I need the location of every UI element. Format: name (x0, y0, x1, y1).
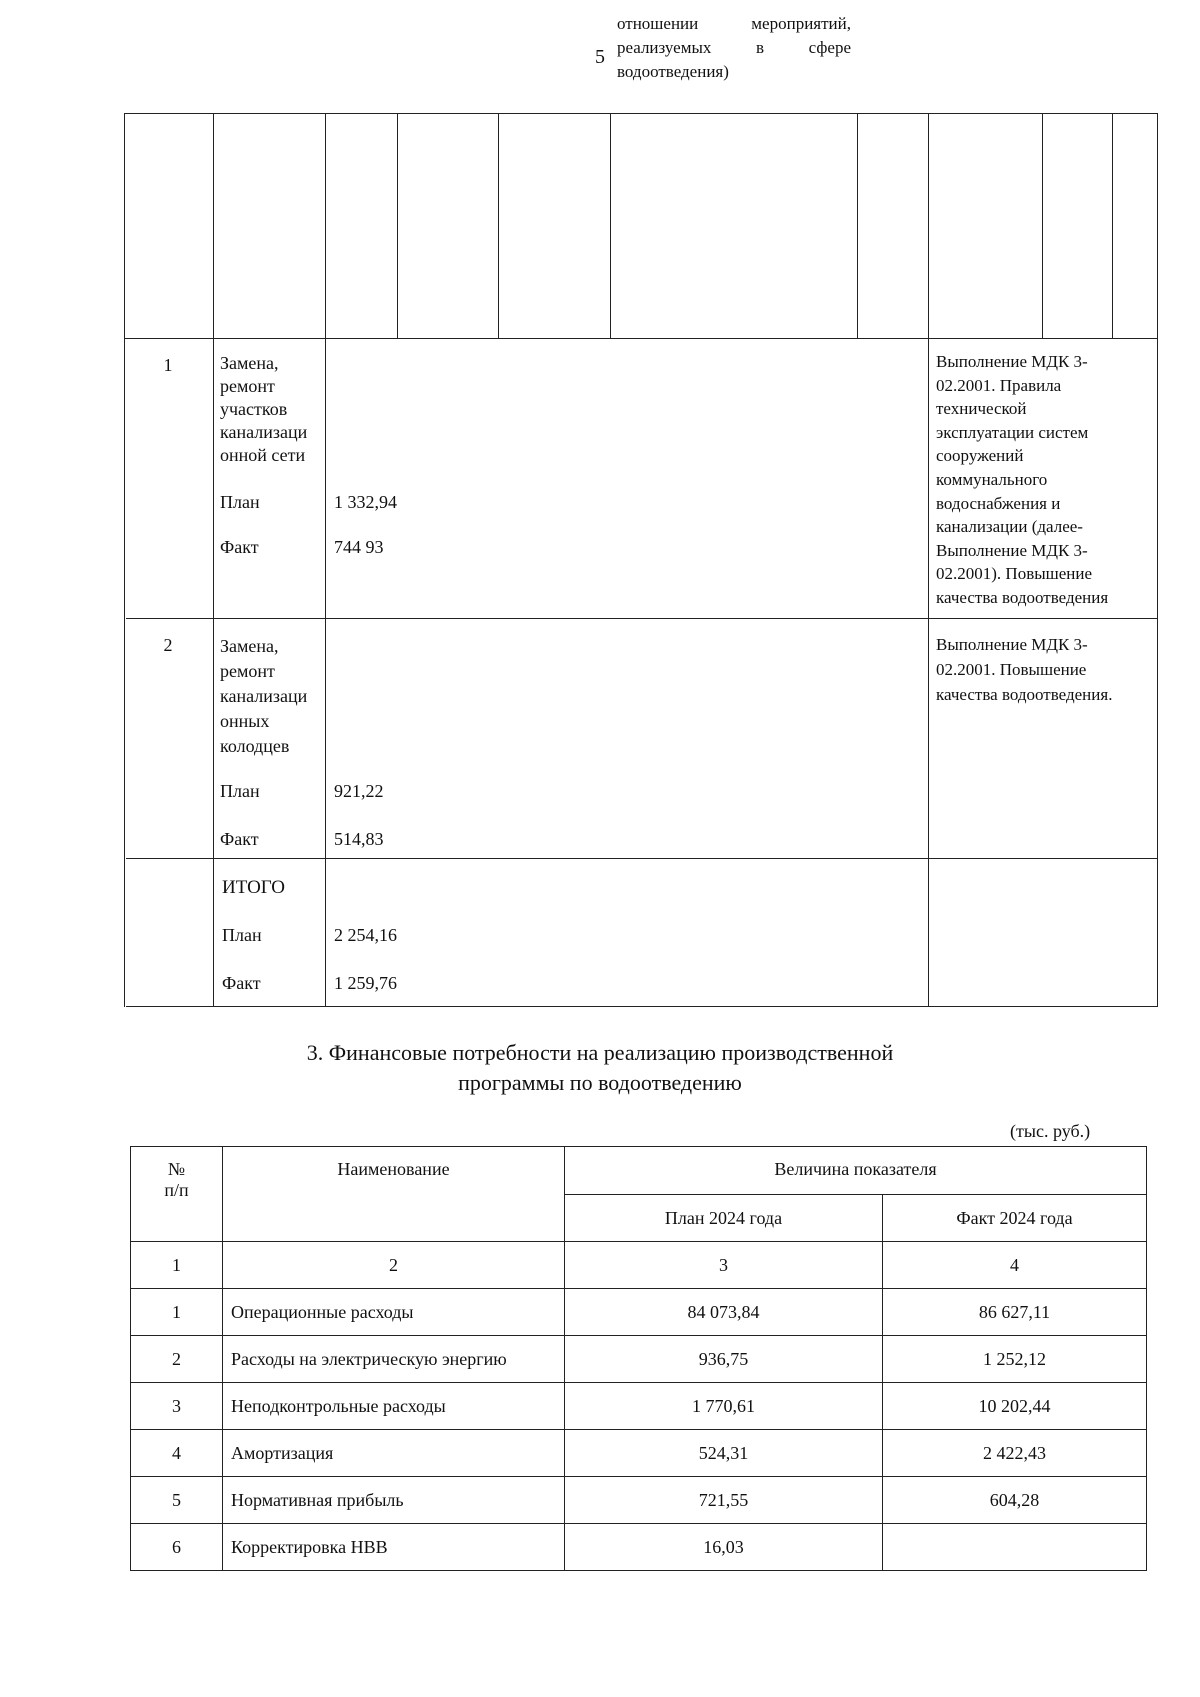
header-value-group: Величина показателя (565, 1147, 1147, 1195)
row-fact: 2 422,43 (883, 1430, 1147, 1477)
row-fact: 10 202,44 (883, 1383, 1147, 1430)
continuation-text: отношении мероприятий, реализуемых в сфере водоотведения) (617, 14, 851, 81)
row-plan: 1 770,61 (565, 1383, 883, 1430)
row-plan: 84 073,84 (565, 1289, 883, 1336)
note-line: коммунального (936, 469, 1048, 489)
row-num: 2 (131, 1336, 223, 1383)
plan-label: План (220, 781, 260, 801)
total-plan-label: План (222, 925, 262, 945)
header-fact: Факт 2024 года (883, 1195, 1147, 1242)
col-separator (928, 113, 929, 1007)
table-border-bottom (126, 1006, 1158, 1007)
note-line: Выполнение МДК 3- (936, 635, 1088, 654)
note-line: качества водоотведения. (936, 685, 1113, 704)
row-fact (883, 1524, 1147, 1571)
table-row (131, 1383, 1147, 1430)
total-label: ИТОГО (222, 877, 286, 898)
note-line: 02.2001. Повышение (936, 660, 1087, 679)
col-separator (857, 113, 858, 338)
measure-name-line: онных (220, 711, 270, 731)
row-num: 4 (131, 1430, 223, 1477)
section-title-line: программы по водоотведению (458, 1070, 742, 1095)
note-line: 02.2001. Правила (936, 375, 1062, 395)
table-row (131, 1336, 1147, 1383)
measure-name-line: Замена, (220, 636, 279, 656)
row-separator (126, 858, 1158, 859)
section-title (200, 1038, 1000, 1098)
row-plan: 936,75 (565, 1336, 883, 1383)
row-plan: 16,03 (565, 1524, 883, 1571)
header-num-line: № (167, 1159, 186, 1179)
measure-note (936, 350, 1158, 610)
measure-name-line: канализаци (220, 686, 308, 706)
plan-label: План (220, 492, 260, 512)
note-line: 02.2001). Повышение (936, 564, 1093, 584)
fact-label: Факт (220, 537, 259, 557)
col-separator (397, 113, 398, 338)
table-row (131, 1289, 1147, 1336)
header-num-line: п/п (164, 1180, 189, 1200)
measure-name-line: онной сети (220, 445, 306, 465)
fact-value: 514,83 (334, 829, 384, 849)
column-number: 4 (883, 1242, 1147, 1289)
section-title-line: 3. Финансовые потребности на реализацию производственной (306, 1040, 894, 1065)
col-separator (1042, 113, 1043, 338)
plan-value: 921,22 (334, 781, 384, 801)
note-line: сооружений (936, 446, 1024, 466)
row-name: Расходы на электрическую энергию (223, 1336, 565, 1383)
note-line: качества водоотведения (936, 587, 1109, 607)
row-num: 5 (131, 1477, 223, 1524)
note-line: Выполнение МДК 3- (936, 540, 1088, 560)
note-line: канализации (далее- (936, 517, 1083, 537)
row-num: 3 (131, 1383, 223, 1430)
unit-label: (тыс. руб.) (1010, 1121, 1091, 1141)
note-line: технической (936, 399, 1027, 419)
measure-note (936, 632, 1158, 707)
column-number: 1 (131, 1242, 223, 1289)
col-separator (213, 113, 214, 1007)
row-separator (124, 338, 1158, 339)
note-line: эксплуатации систем (936, 422, 1089, 442)
col-separator (610, 113, 611, 338)
table-row (131, 1477, 1147, 1524)
row-num: 1 (131, 1289, 223, 1336)
table-row (131, 1430, 1147, 1477)
col-separator (498, 113, 499, 338)
row-num: 6 (131, 1524, 223, 1571)
header-num (131, 1147, 223, 1242)
total-fact-value: 1 259,76 (334, 973, 397, 993)
col-separator (1112, 113, 1113, 338)
fact-value: 744 93 (334, 537, 384, 557)
column-number: 2 (223, 1242, 565, 1289)
measure-name-line: Замена, (220, 353, 279, 373)
row-separator (126, 618, 1158, 619)
row-number: 2 (163, 635, 173, 655)
row-name: Корректировка НВВ (223, 1524, 565, 1571)
measure-name (220, 352, 330, 467)
measure-name (220, 634, 330, 759)
row-fact: 1 252,12 (883, 1336, 1147, 1383)
row-number: 1 (163, 355, 173, 375)
note-line: водоснабжения и (936, 493, 1061, 513)
measure-name-line: ремонт (220, 376, 275, 396)
fact-label: Факт (220, 829, 259, 849)
row-name: Неподконтрольные расходы (223, 1383, 565, 1430)
row-plan: 721,55 (565, 1477, 883, 1524)
measure-name-line: участков (220, 399, 288, 419)
note-line: Выполнение МДК 3- (936, 352, 1088, 371)
measure-name-line: колодцев (220, 736, 290, 756)
row-name: Операционные расходы (223, 1289, 565, 1336)
column-numbers-row (131, 1242, 1147, 1289)
total-plan-value: 2 254,16 (334, 925, 397, 945)
measure-name-line: канализаци (220, 422, 308, 442)
total-fact-label: Факт (222, 973, 261, 993)
table-row (131, 1524, 1147, 1571)
row-name: Амортизация (223, 1430, 565, 1477)
measure-name-line: ремонт (220, 661, 275, 681)
table-border-top (124, 113, 1158, 114)
table-border-left (124, 113, 125, 1007)
row-fact: 604,28 (883, 1477, 1147, 1524)
header-name: Наименование (223, 1147, 565, 1242)
row-fact: 86 627,11 (883, 1289, 1147, 1336)
header-plan: План 2024 года (565, 1195, 883, 1242)
row-plan: 524,31 (565, 1430, 883, 1477)
plan-value: 1 332,94 (334, 492, 397, 512)
column-number: 3 (565, 1242, 883, 1289)
row-name: Нормативная прибыль (223, 1477, 565, 1524)
col-separator (325, 113, 326, 1007)
financial-needs-table (130, 1146, 1147, 1571)
page-number: 5 (595, 46, 605, 68)
